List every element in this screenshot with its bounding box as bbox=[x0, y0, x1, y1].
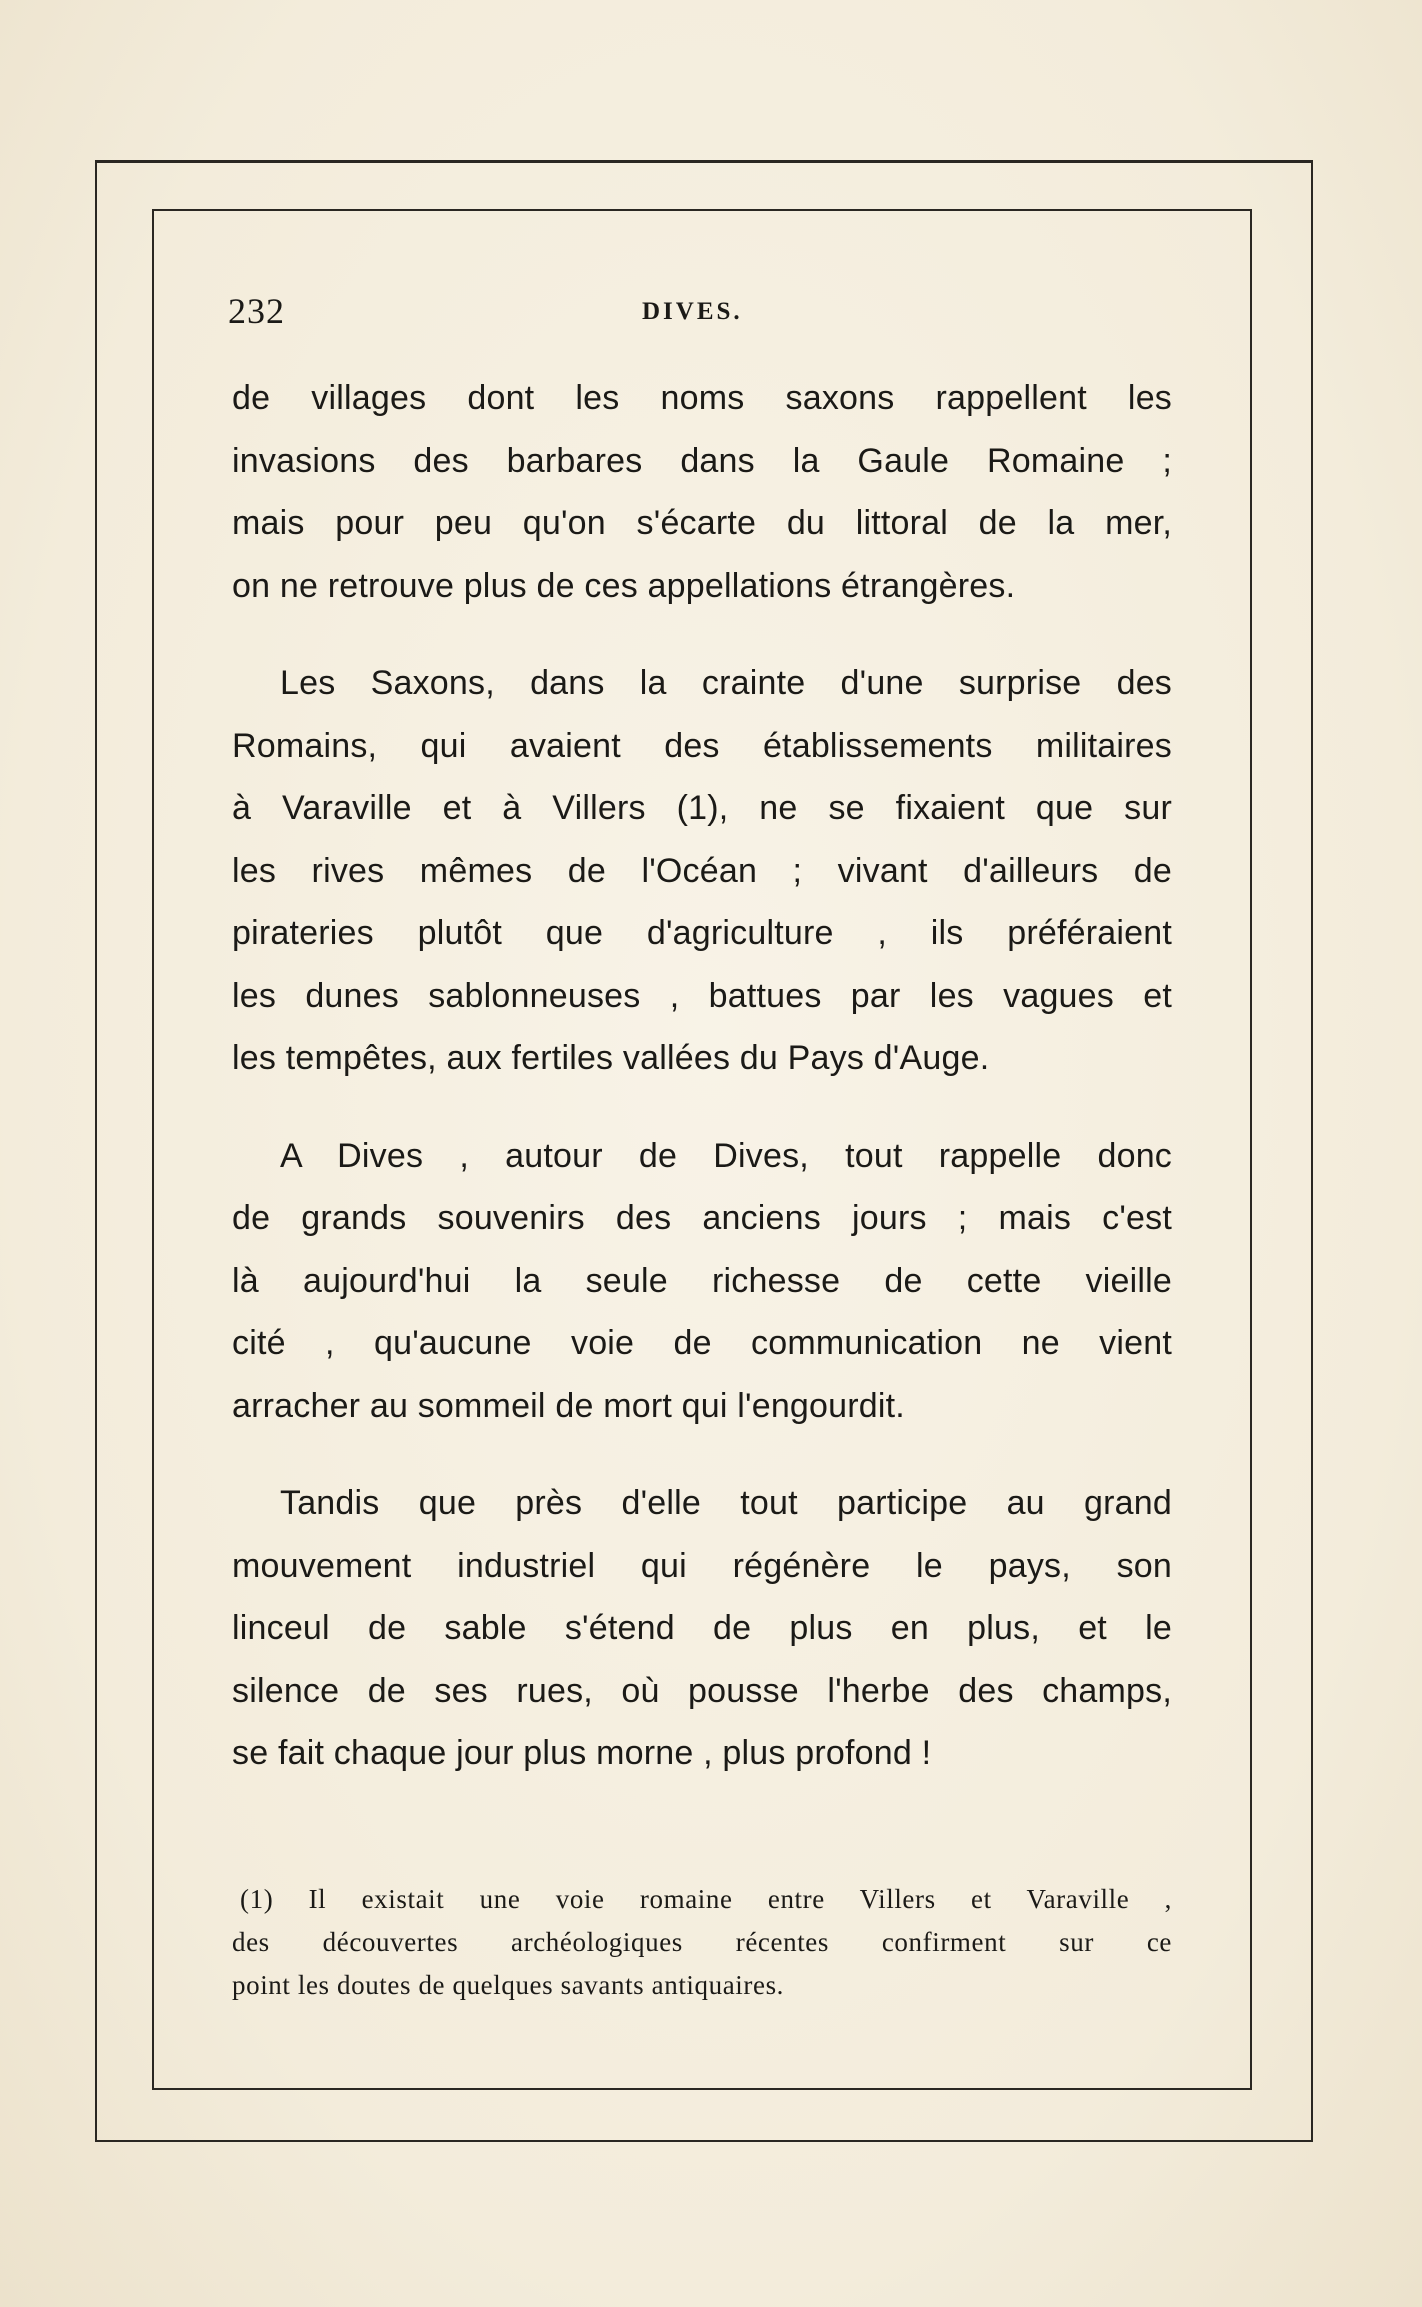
frame-rule-bottom-outer bbox=[95, 2140, 1313, 2142]
text-line: invasions des barbares dans la Gaule Romaine ; bbox=[232, 441, 1172, 480]
text-line: mais pour peu qu'on s'écarte du littoral de la mer, bbox=[232, 504, 1172, 542]
page-number: 232 bbox=[228, 291, 285, 331]
frame-rule-left-inner bbox=[152, 209, 154, 2090]
frame-rule-right-inner bbox=[1250, 209, 1252, 2090]
text-line: pirateries plutôt que d'agriculture , ils préféraient bbox=[232, 914, 1172, 952]
paragraph-3 bbox=[232, 1125, 1172, 1438]
paragraph-1 bbox=[232, 367, 1172, 617]
running-title: DIVES. bbox=[642, 298, 743, 325]
text-line: Tandis que près d'elle tout participe au grand bbox=[280, 1484, 1172, 1522]
text-line: à Varaville et à Villers (1), ne se fixaient que sur bbox=[232, 789, 1172, 827]
text-line: se fait chaque jour plus morne , plus profond ! bbox=[232, 1734, 932, 1772]
text-line: Les Saxons, dans la crainte d'une surprise des bbox=[280, 664, 1172, 702]
footnote-line: point les doutes de quelques savants antiquaires. bbox=[232, 1970, 785, 2000]
paragraph-2 bbox=[232, 652, 1172, 1090]
body-text bbox=[232, 367, 1172, 1785]
frame-rule-left-outer bbox=[95, 160, 97, 2142]
text-line: on ne retrouve plus de ces appellations étrangères. bbox=[232, 566, 1016, 605]
paragraph-gap bbox=[232, 1437, 1172, 1472]
paragraph-gap bbox=[232, 617, 1172, 652]
footnote-line: des découvertes archéologiques récentes confirment sur ce bbox=[232, 1927, 1172, 1957]
frame-rule-top-inner bbox=[152, 209, 1252, 211]
text-line: arracher au sommeil de mort qui l'engourdit. bbox=[232, 1386, 905, 1425]
paragraph-4 bbox=[232, 1472, 1172, 1785]
frame-rule-right-outer bbox=[1311, 160, 1313, 2142]
text-line: de grands souvenirs des anciens jours ; mais c'est bbox=[232, 1199, 1172, 1237]
running-head bbox=[228, 290, 1218, 336]
frame-rule-bottom-inner bbox=[152, 2088, 1252, 2090]
text-line: linceul de sable s'étend de plus en plus, et le bbox=[232, 1609, 1172, 1647]
text-line: silence de ses rues, où pousse l'herbe des champs, bbox=[232, 1671, 1172, 1710]
text-line: A Dives , autour de Dives, tout rappelle donc bbox=[280, 1136, 1172, 1175]
text-line: là aujourd'hui la seule richesse de cette vieille bbox=[232, 1261, 1172, 1300]
text-line: mouvement industriel qui régénère le pays, son bbox=[232, 1546, 1172, 1585]
text-line: de villages dont les noms saxons rappellent les bbox=[232, 379, 1172, 417]
text-line: les tempêtes, aux fertiles vallées du Pays d'Auge. bbox=[232, 1039, 990, 1077]
text-line: les dunes sablonneuses , battues par les vagues et bbox=[232, 976, 1172, 1015]
text-line: les rives mêmes de l'Océan ; vivant d'ailleurs de bbox=[232, 851, 1172, 890]
text-line: cité , qu'aucune voie de communication ne vient bbox=[232, 1324, 1172, 1362]
paragraph-gap bbox=[232, 1090, 1172, 1125]
footnote-line: (1) Il existait une voie romaine entre Villers et Varaville , bbox=[240, 1884, 1172, 1914]
text-line: Romains, qui avaient des établissements militaires bbox=[232, 726, 1172, 765]
footnote bbox=[232, 1878, 1172, 2007]
frame-rule-top-outer bbox=[95, 160, 1313, 163]
